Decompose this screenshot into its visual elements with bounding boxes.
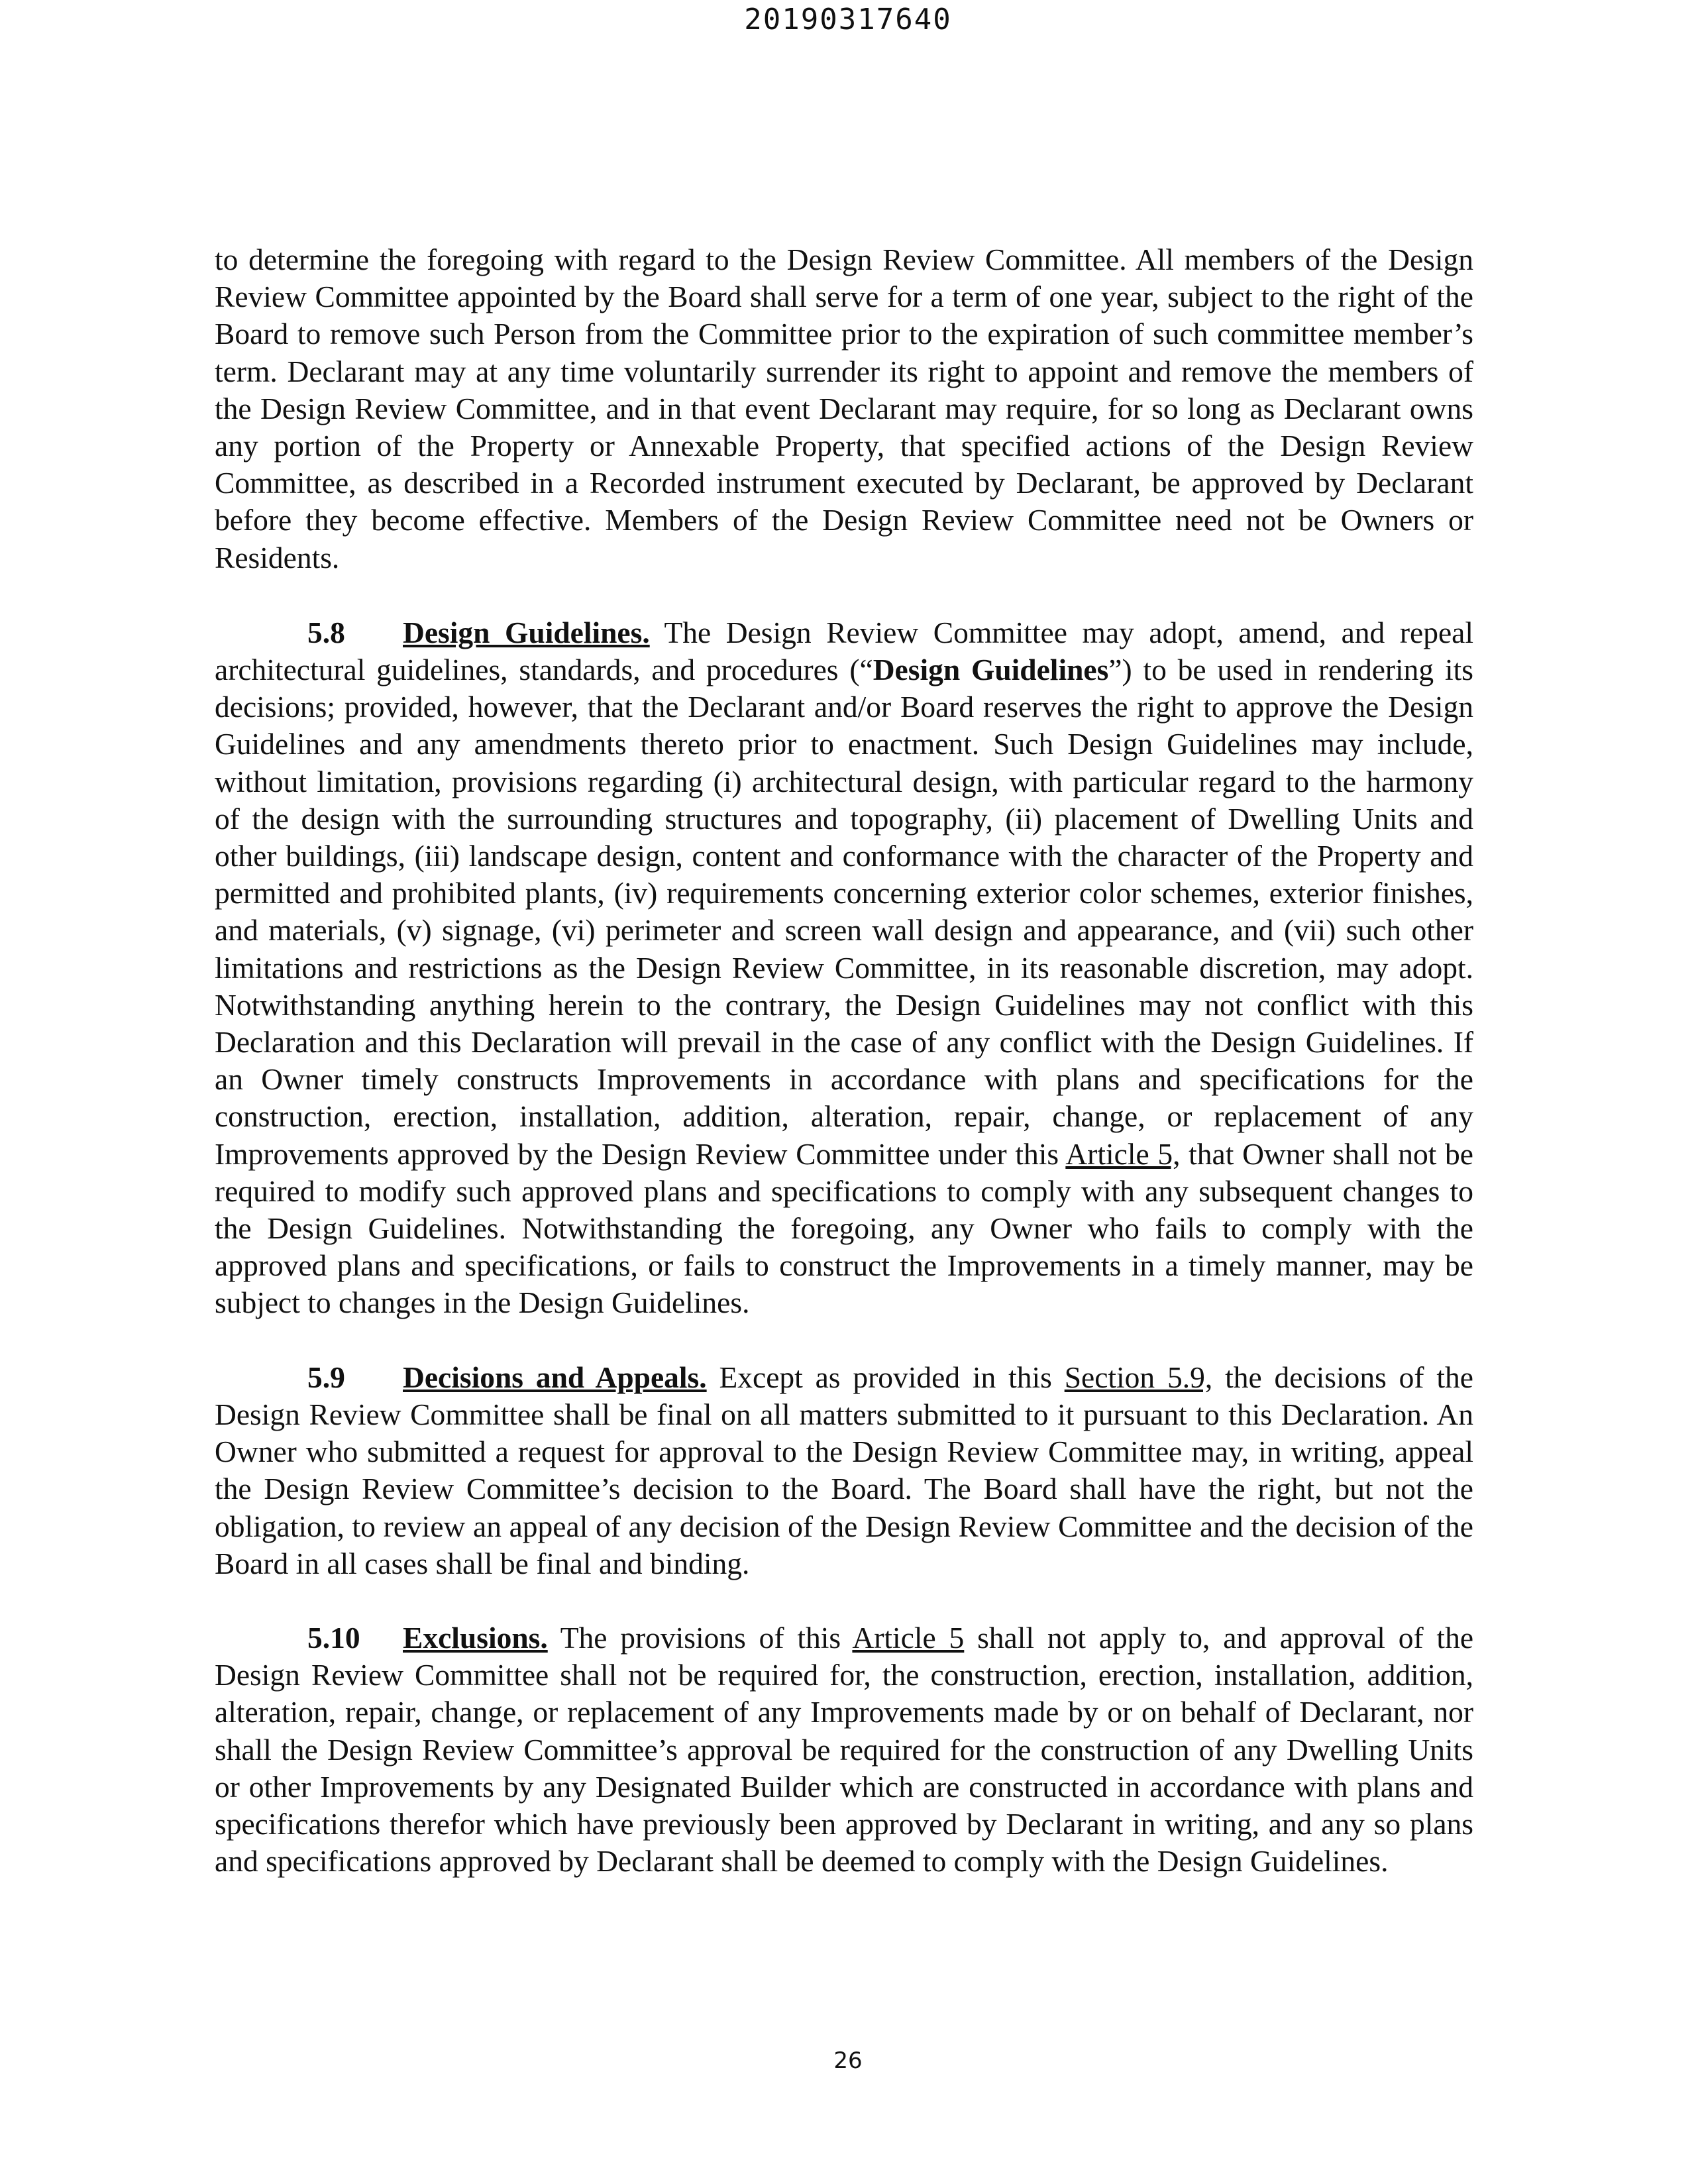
section-title: Design Guidelines. (403, 615, 650, 649)
section-text: ”) to be used in rendering its decisions; provided, however, that the Declarant and/or Board reserves the right to approve the Design Guidelines and any amendments thereto prior to enactment. Such Design Guidelines may include, without limitation, provisions regarding (i) architectural design, with particular regard to the harmony of the design with the surrounding structures and topography, (ii) placement of Dwelling Units and other buildings, (iii) landscape design, content and conformance with the character of the Property and permitted and prohibited plants, (iv) requirements concerning exterior color schemes, exterior finishes, and materials, (v) signage, (vi) perimeter and screen wall design and appearance, and (vii) such other limitations and restrictions as the Design Review Committee, in its reasonable discretion, may adopt. Notwithstanding anything herein to the contrary, the Design Guidelines may not conflict with this Declaration and this Declaration will prevail in the case of any conflict with the Design Guidelines. If an Owner timely constructs Improvements in accordance with plans and specifications for the construction, erection, installation, addition, alteration, repair, change, or replacement of any Improvements approved by the Design Review Committee under this (215, 653, 1473, 1171)
page-number: 26 (833, 2048, 863, 2074)
document-number: 20190317640 (744, 3, 952, 36)
cross-reference: Article 5 (852, 1620, 965, 1655)
cross-reference: Section 5.9, (1064, 1360, 1213, 1394)
section-text: shall not apply to, and approval of the Design Review Committee shall not be required for, the construction, erection, installation, addition, alteration, repair, change, or replacement of any Improvements made by or on behalf of Declarant, nor shall the Design Review Committee’s approval be required for the construction of any Dwelling Units or other Improvements by any Designated Builder which are constructed in accordance with plans and specifications therefor which have previously been approved by Declarant in writing, and any so plans and specifications approved by Declarant shall be deemed to comply with the Design Guidelines. (215, 1620, 1474, 1879)
section-title: Decisions and Appeals. (403, 1360, 707, 1394)
section-text: The provisions of this (547, 1620, 853, 1655)
section-number: 5.10 (307, 1620, 360, 1655)
section-text: the decisions of the Design Review Committee shall be final on all matters submitted to it pursuant to this Declaration. An Owner who submitted a request for approval to the Design Review Committee may, in writing, appeal the Design Review Committee’s decision to the Board. The Board shall have the right, but not the obligation, to review an appeal of any decision of the Design Review Committee and the decision of the Board in all cases shall be final and binding. (215, 1360, 1473, 1580)
document-body (215, 241, 1473, 1917)
defined-term: Design Guidelines (873, 653, 1109, 687)
section-text: that Owner shall not be required to modify such approved plans and specifications to comply with any subsequent changes to the Design Guidelines. Notwithstanding the foregoing, any Owner who fails to comply with the approved plans and specifications, or fails to construct the Improvements in a timely manner, may be subject to changes in the Design Guidelines. (215, 1136, 1473, 1320)
section-title: Exclusions. (403, 1620, 548, 1655)
cross-reference: Article 5, (1065, 1136, 1181, 1171)
section-number: 5.8 (307, 615, 345, 649)
section-5-10 (215, 1619, 1473, 1880)
continued-paragraph: to determine the foregoing with regard to the Design Review Committee. All members of the Design Review Committee appointed by the Board shall serve for a term of one year, subject to the right of the Board to remove such Person from the Committee prior to the expiration of such committee member’s term. Declarant may at any time voluntarily surrender its right to appoint and remove the members of the Design Review Committee, and in that event Declarant may require, for so long as Declarant owns any portion of the Property or Annexable Property, that specified actions of the Design Review Committee, as described in a Recorded instrument executed by Declarant, be approved by Declarant before they become effective. Members of the Design Review Committee need not be Owners or Residents. (215, 243, 1473, 574)
section-5-8 (215, 614, 1473, 1322)
section-5-9 (215, 1359, 1473, 1582)
section-text: The Design Review Committee may adopt, amend, and repeal architectural guidelines, standards, and procedures (“ (215, 615, 1473, 687)
section-text: Except as provided in this (706, 1360, 1065, 1394)
section-number: 5.9 (307, 1360, 345, 1394)
